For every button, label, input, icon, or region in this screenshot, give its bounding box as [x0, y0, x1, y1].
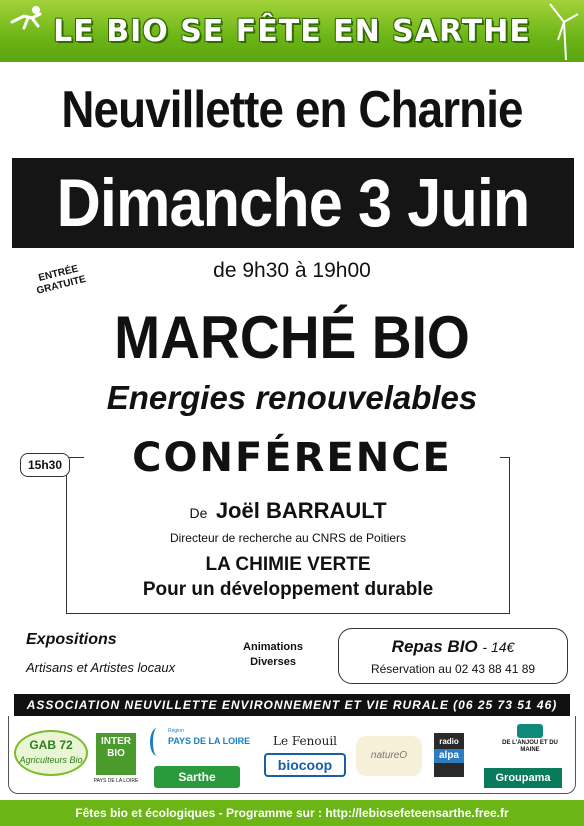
credit-agricole-mark-icon [517, 724, 543, 738]
exhibitions-title: Expositions [26, 631, 117, 648]
topic-line-1: LA CHIMIE VERTE [205, 554, 371, 575]
speaker-line [66, 496, 510, 529]
region-logo [150, 728, 251, 758]
region-logo-text: PAYS DE LA LOIRE [168, 736, 251, 746]
sarthe-logo: Sarthe [154, 766, 240, 788]
radio-alpa-logo [434, 733, 464, 777]
event-date: Dimanche 3 Juin [56, 165, 530, 241]
footer-bar: Fêtes bio et écologiques - Programme sur : http://lebiosefeteensarthe.free.fr [0, 800, 584, 826]
speaker-role: Directeur de recherche au CNRS de Poitiers [169, 531, 407, 545]
animations-line-1: Animations [243, 641, 303, 653]
gab-logo-text: GAB 72 [29, 738, 73, 752]
topic-line-2: Pour un développement durable [142, 579, 434, 600]
association-bar: ASSOCIATION NEUVILLETTE ENVIRONNEMENT ET VIE RURALE (06 25 73 51 46) [14, 694, 570, 716]
region-mark-icon [150, 728, 164, 756]
top-banner [0, 0, 584, 62]
speaker-prefix: De [189, 505, 208, 521]
event-hours: de 9h30 à 19h00 [213, 259, 371, 282]
interbio-logo: INTER BIO [96, 733, 136, 775]
animations-note [228, 640, 318, 670]
free-entry-note: ENTRÉE GRATUITE [35, 263, 88, 297]
meal-box [338, 628, 568, 684]
town-title: Neuvillette en Charnie [61, 81, 523, 139]
meal-title: Repas BIO [391, 637, 478, 656]
groupama-logo: Groupama [484, 768, 562, 788]
meal-price: - 14€ [482, 639, 515, 655]
conference-topic [66, 552, 510, 602]
conference-time-badge: 15h30 [20, 453, 70, 477]
gab-logo-subtext: Agriculteurs Bio [19, 755, 83, 765]
alpa-logo-text: alpa [434, 749, 464, 763]
meal-reservation: Réservation au 02 43 88 41 89 [370, 662, 536, 676]
market-title: MARCHÉ BIO [114, 304, 470, 371]
fenouil-logo: Le Fenouil [272, 734, 337, 748]
radio-logo-text: radio [439, 737, 459, 746]
wind-turbine-icon [540, 0, 580, 60]
credit-agricole-text: DE L'ANJOU ET DU MAINE [502, 740, 558, 753]
meal-title-line [339, 636, 567, 658]
region-logo-small: Région [168, 728, 184, 734]
conference-title: CONFÉRENCE [84, 430, 500, 486]
credit-agricole-logo [498, 724, 562, 754]
banner-title: LE BIO SE FÊTE EN SARTHE [53, 13, 531, 49]
runner-icon [6, 4, 50, 32]
date-bar [12, 158, 574, 248]
biocoop-logo: biocoop [264, 753, 346, 777]
gab-logo [14, 730, 88, 776]
interbio-logo-subtext: PAYS DE LA LOIRE [93, 778, 139, 784]
speaker-name: Joël BARRAULT [215, 498, 387, 523]
animations-line-2: Diverses [250, 656, 296, 668]
exhibitions-subtitle: Artisans et Artistes locaux [26, 660, 176, 675]
event-subtitle: Energies renouvelables [106, 379, 478, 416]
natureo-logo: natureO [356, 736, 422, 776]
